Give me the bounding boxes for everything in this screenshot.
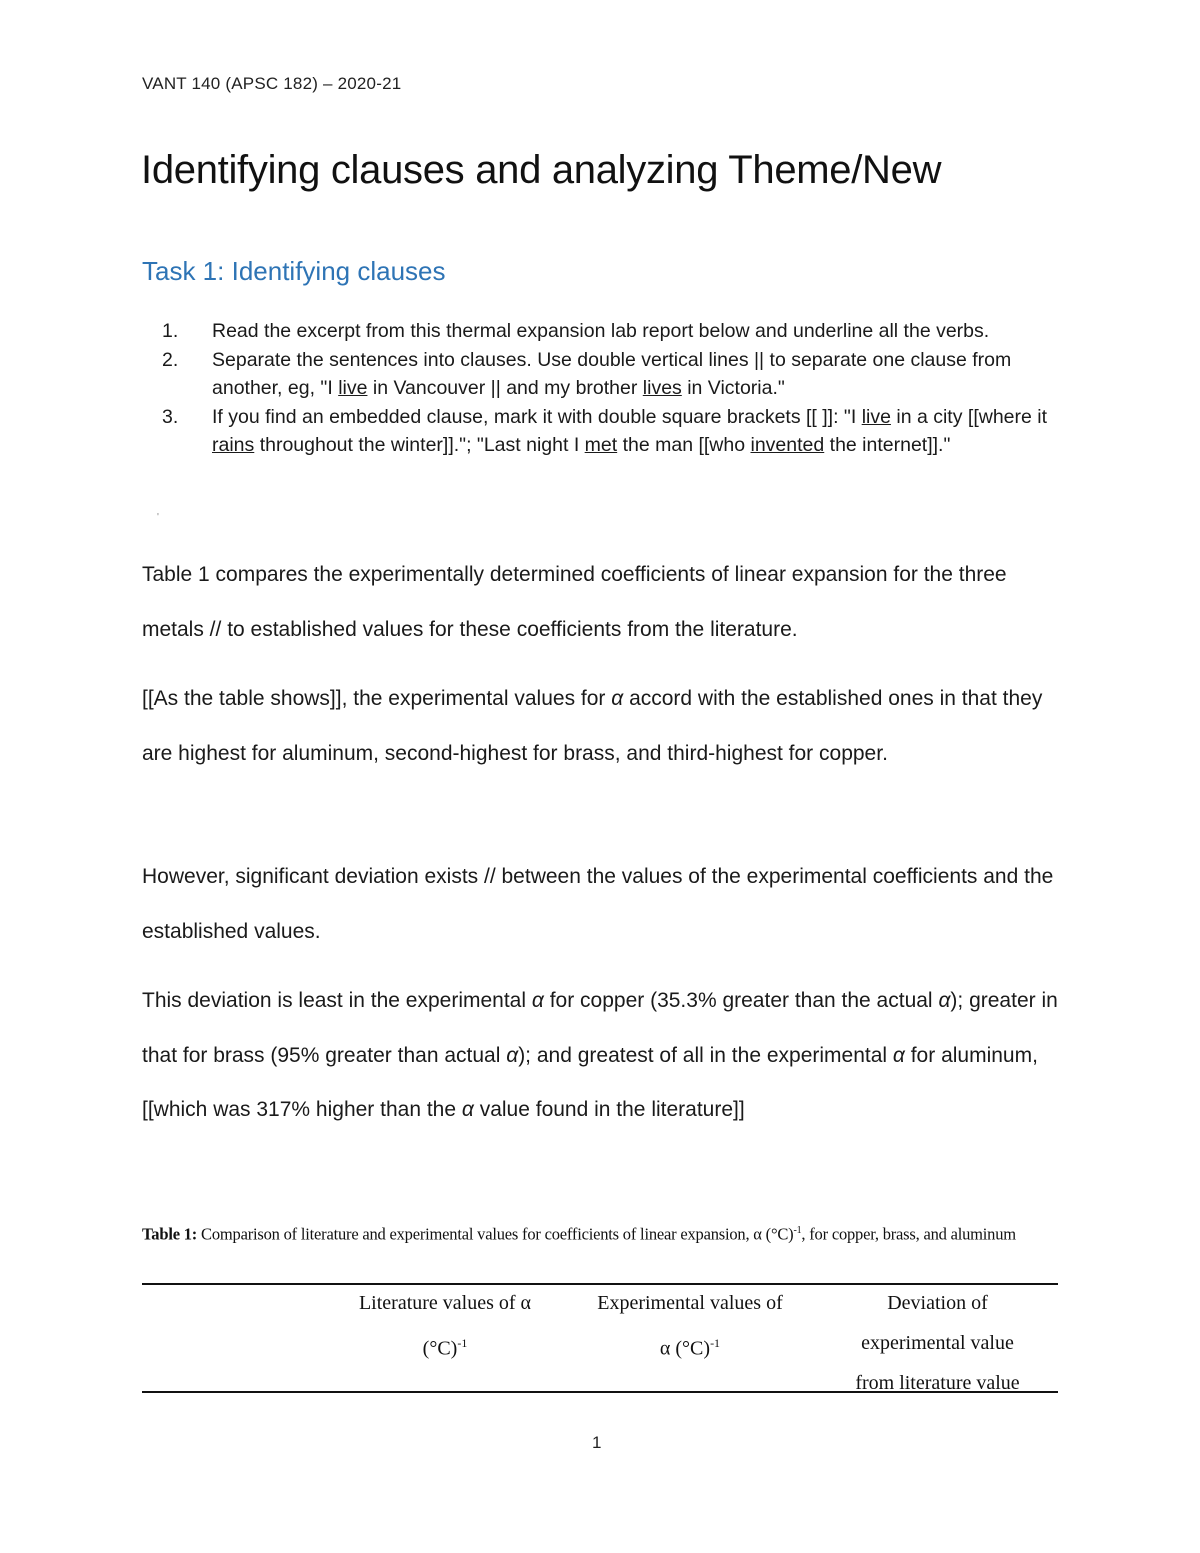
alpha-symbol: α (892, 1043, 905, 1067)
instruction-text: the internet]]." (824, 434, 951, 456)
table-column-header (565, 1283, 815, 1369)
underlined-verb: met (584, 434, 618, 456)
header-line (565, 1323, 815, 1369)
paragraph-text: for aluminum, [[which was 317% higher than the (142, 1043, 1038, 1121)
alpha-symbol: α (506, 1043, 519, 1067)
instruction-text: Read the excerpt from this thermal expansion lab report below and underline all the verbs. (212, 320, 990, 342)
task-heading: Task 1: Identifying clauses (142, 256, 446, 286)
instruction-number: 2. (162, 348, 179, 371)
paragraph-text: accord with the established ones in that they are highest for aluminum, second-highest for brass, and third-highest for copper. (142, 687, 1043, 765)
instruction-text: the man [[who (617, 434, 751, 456)
caption-label: Table 1: (142, 1224, 198, 1244)
paragraph-text: ); greater in that for brass (95% greater than actual (142, 989, 1058, 1067)
table-column-header (815, 1283, 1060, 1403)
header-superscript: -1 (457, 1336, 468, 1350)
instruction-number: 3. (162, 405, 179, 428)
alpha-symbol: α (611, 687, 624, 710)
instruction-text: throughout the winter]]."; "Last night I (254, 434, 585, 456)
header-unit: α (°C) (659, 1337, 711, 1360)
header-unit: (°C) (422, 1337, 458, 1360)
alpha-symbol: α (531, 989, 544, 1012)
excerpt-paragraph: However, significant deviation exists // between the values of the experimental coefficients and the established values. (142, 865, 1054, 943)
underlined-verb: invented (750, 434, 825, 456)
page-number: 1 (592, 1433, 602, 1452)
header-line: experimental value (861, 1332, 1014, 1354)
instruction-list (142, 317, 1062, 460)
excerpt-paragraph: Table 1 compares the experimentally determined coefficients of linear expansion for the three metals // to established values for these coefficients from the literature. (142, 563, 1007, 641)
caption-superscript: -1 (793, 1225, 802, 1236)
instruction-text: in Vancouver || and my brother (367, 377, 643, 399)
instruction-item (142, 346, 1062, 403)
header-line (320, 1323, 570, 1369)
instruction-text: Separate the sentences into clauses. Use double vertical lines || to separate one clause from another, eg, "I (212, 348, 1012, 399)
header-line: Experimental values of (597, 1292, 783, 1314)
paragraph-text: [[As the table shows]], the experimental values for (142, 687, 612, 710)
underlined-verb: lives (642, 377, 682, 399)
instruction-item (142, 317, 1062, 346)
table-caption (142, 1220, 1062, 1246)
excerpt-paragraph (142, 672, 1062, 781)
instruction-text: in a city [[where it (890, 405, 1048, 428)
paragraph-text: for copper (35.3% greater than the actual (543, 989, 939, 1012)
header-line: Literature values of α (358, 1292, 532, 1314)
table-column-header (320, 1283, 570, 1369)
paragraph-text: ); and greatest of all in the experimental (518, 1043, 893, 1067)
instruction-text: in Victoria." (681, 377, 785, 399)
instruction-number: 1. (162, 320, 179, 342)
alpha-symbol: α (938, 989, 951, 1012)
instruction-item (142, 403, 1062, 460)
table-header-rule (142, 1391, 1058, 1393)
course-header: VANT 140 (APSC 182) – 2020-21 (142, 74, 402, 93)
caption-text: , for copper, brass, and aluminum (801, 1224, 1016, 1244)
instruction-text: If you find an embedded clause, mark it with double square brackets [[ ]]: "I (212, 405, 862, 428)
stray-mark: ' (157, 512, 159, 523)
header-line: from literature value (855, 1372, 1020, 1394)
alpha-symbol: α (461, 1098, 474, 1121)
paragraph-text: This deviation is least in the experimental (142, 989, 532, 1012)
paragraph-text: value found in the literature]] (473, 1098, 745, 1121)
underlined-verb: live (338, 377, 368, 399)
excerpt-paragraph (142, 974, 1062, 1138)
header-superscript: -1 (710, 1336, 721, 1350)
page-title: Identifying clauses and analyzing Theme/New (141, 148, 942, 192)
caption-text: Comparison of literature and experimental values for coefficients of linear expansion, α (°C) (197, 1224, 794, 1244)
underlined-verb: live (861, 405, 891, 428)
header-line: Deviation of (887, 1292, 988, 1314)
underlined-verb: rains (212, 434, 255, 456)
